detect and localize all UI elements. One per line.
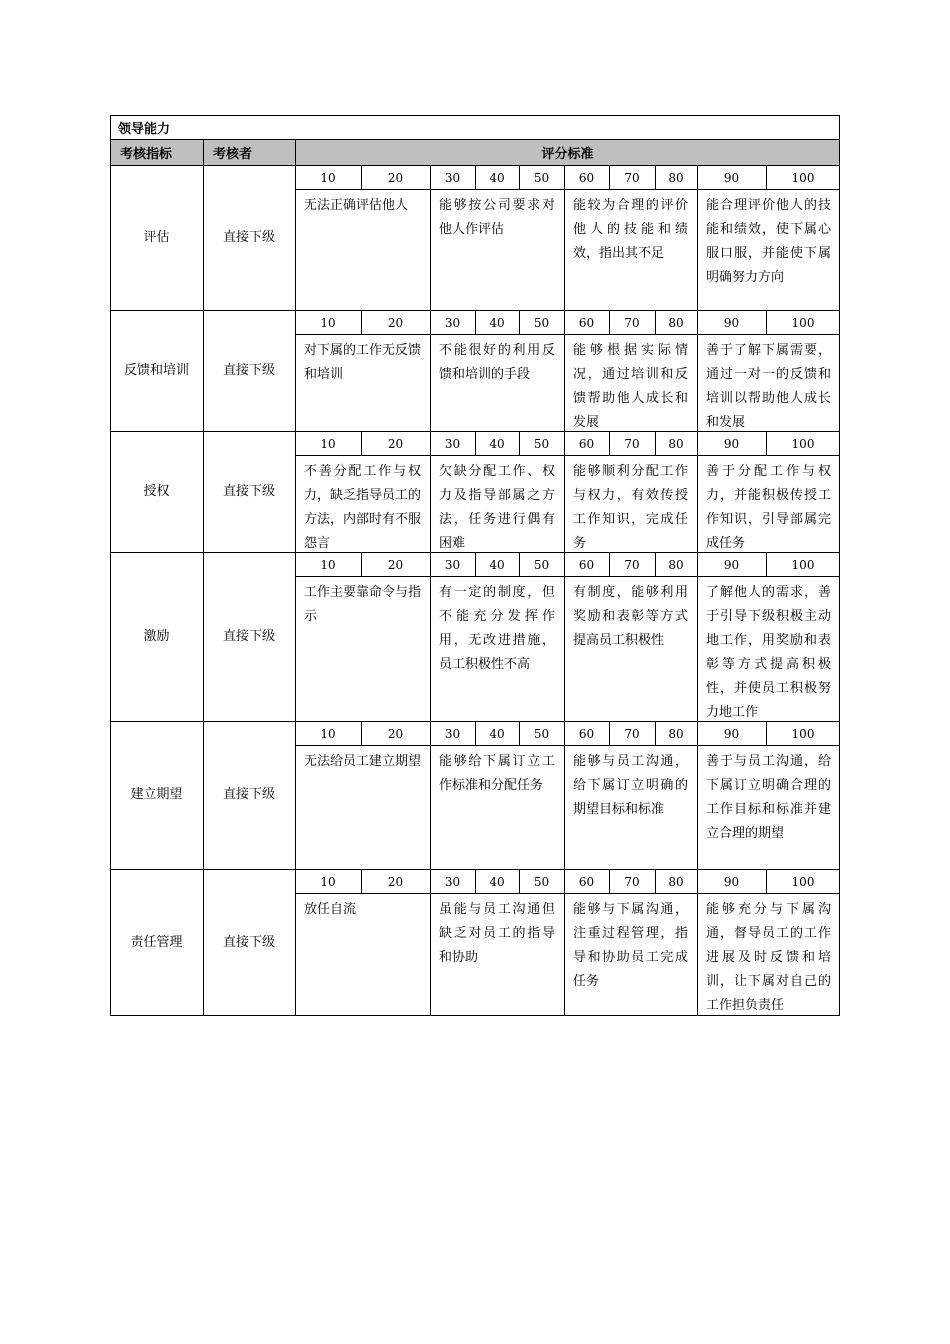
score-label: 40	[489, 171, 505, 185]
score-label: 80	[668, 875, 684, 889]
score-strip-line	[295, 893, 840, 894]
score-strip-line	[295, 455, 840, 456]
score-label: 20	[387, 171, 404, 185]
score-label: 50	[533, 558, 550, 572]
assessor-name: 直接下级	[222, 787, 275, 802]
level-description: 对下属的工作无反馈和培训	[304, 343, 421, 382]
score-label: 60	[578, 437, 595, 451]
score-label: 50	[533, 171, 550, 185]
score-label: 30	[444, 437, 461, 451]
assessor-name: 直接下级	[222, 483, 275, 499]
score-label: 70	[624, 558, 640, 572]
level-description: 能够根据实际情况，通过培训和反馈帮助他人成长和发展	[573, 343, 688, 429]
header-assessor: 考核者	[213, 147, 253, 162]
indicator-name: 授权	[143, 483, 170, 499]
score-label: 40	[489, 437, 505, 451]
score-label: 10	[320, 316, 336, 330]
score-label: 60	[578, 558, 595, 572]
table-border-left	[110, 115, 111, 1016]
score-label: 50	[533, 437, 550, 451]
score-label: 20	[387, 727, 404, 741]
score-label: 70	[624, 727, 640, 741]
level-description: 无法正确评估他人	[304, 198, 409, 213]
indicator-name: 评估	[143, 229, 170, 245]
level-band-divider	[697, 552, 698, 721]
score-label: 10	[320, 437, 336, 451]
level-description: 无法给员工建立期望	[304, 754, 421, 769]
score-label: 70	[624, 316, 640, 330]
score-label: 50	[533, 316, 550, 330]
assessor-name: 直接下级	[222, 628, 275, 644]
score-strip-line	[295, 334, 840, 335]
score-label: 100	[791, 727, 815, 741]
score-label: 100	[791, 875, 815, 889]
score-label: 60	[578, 316, 595, 330]
indicator-name: 建立期望	[130, 787, 183, 802]
level-description: 放任自流	[304, 902, 357, 917]
assessor-name: 直接下级	[222, 229, 275, 245]
score-label: 90	[723, 875, 740, 889]
score-label: 30	[444, 875, 461, 889]
header-top-line	[110, 139, 840, 140]
level-band-divider	[430, 552, 431, 721]
leadership-assessment-table	[110, 115, 840, 1016]
score-label: 10	[320, 875, 336, 889]
score-label: 20	[387, 558, 404, 572]
score-label: 70	[624, 875, 640, 889]
indicator-name: 激励	[143, 628, 170, 644]
indicator-name: 责任管理	[130, 934, 183, 950]
level-description: 能够与下属沟通，注重过程管理，指导和协助员工完成任务	[573, 902, 688, 989]
score-label: 30	[444, 558, 461, 572]
score-label: 10	[320, 558, 336, 572]
score-label: 80	[668, 558, 684, 572]
score-label: 80	[668, 727, 684, 741]
score-label: 20	[387, 437, 404, 451]
level-description: 了解他人的需求，善于引导下级积极主动地工作，用奖励和表彰等方式提高积极性，并使员工积极努力地工作	[706, 585, 831, 719]
level-description: 欠缺分配工作、权力及指导部属之方法，任务进行偶有困难	[439, 464, 555, 550]
level-description: 虽能与员工沟通但缺乏对员工的指导和协助	[439, 902, 555, 965]
level-description: 能合理评价他人的技能和绩效，使下属心服口服，并能使下属明确努力方向	[706, 198, 831, 285]
assessor-name: 直接下级	[222, 934, 275, 950]
score-label: 40	[489, 316, 505, 330]
column-divider-indicator	[203, 139, 204, 1016]
score-label: 50	[533, 727, 550, 741]
score-label: 20	[387, 875, 404, 889]
table-border-bottom	[110, 1015, 840, 1016]
indicator-name: 反馈和培训	[123, 362, 189, 378]
score-label: 70	[624, 437, 640, 451]
score-strip-line	[295, 745, 840, 746]
level-description: 善于了解下属需要，通过一对一的反馈和培训以帮助他人成长和发展	[706, 343, 831, 429]
level-description: 能够给下属订立工作标准和分配任务	[439, 754, 555, 793]
score-label: 90	[723, 558, 740, 572]
header-indicator: 考核指标	[120, 147, 173, 162]
score-label: 100	[791, 171, 815, 185]
score-label: 10	[320, 727, 336, 741]
score-strip-line	[295, 189, 840, 190]
level-description: 能较为合理的评价他人的技能和绩效，指出其不足	[573, 198, 688, 261]
score-label: 30	[444, 316, 461, 330]
score-label: 70	[624, 171, 640, 185]
section-title: 领导能力	[118, 122, 171, 137]
level-description: 善于分配工作与权力，并能积极传授工作知识，引导部属完成任务	[706, 464, 831, 550]
level-description: 有制度，能够利用奖励和表彰等方式提高员工积极性	[573, 585, 688, 648]
score-label: 100	[791, 437, 815, 451]
score-label: 40	[489, 727, 505, 741]
score-label: 60	[578, 875, 595, 889]
score-label: 80	[668, 171, 684, 185]
level-description: 善于与员工沟通，给下属订立明确合理的工作目标和标准并建立合理的期望	[706, 754, 831, 841]
score-label: 100	[791, 558, 815, 572]
score-label: 50	[533, 875, 550, 889]
score-label: 90	[723, 727, 740, 741]
score-label: 40	[489, 875, 505, 889]
level-description: 不善分配工作与权力，缺乏指导员工的方法，内部时有不服怨言	[304, 464, 421, 550]
level-band-divider	[564, 552, 565, 721]
score-label: 80	[668, 316, 684, 330]
level-description: 有一定的制度，但不能充分发挥作用，无改进措施，员工积极性不高	[439, 585, 555, 672]
score-label: 90	[723, 437, 740, 451]
table-border-top	[110, 115, 840, 116]
level-description: 工作主要靠命令与指示	[304, 585, 421, 624]
level-description: 能够与员工沟通，给下属订立明确的期望目标和标准	[573, 754, 688, 817]
score-label: 60	[578, 727, 595, 741]
assessor-name: 直接下级	[222, 362, 275, 378]
score-strip-line	[295, 576, 840, 577]
level-description: 能够充分与下属沟通，督导员工的工作进展及时反馈和培训，让下属对自己的工作担负责任	[706, 902, 831, 1013]
level-description: 能够按公司要求对他人作评估	[439, 198, 555, 237]
level-description: 不能很好的利用反馈和培训的手段	[439, 343, 555, 382]
header-criteria: 评分标准	[541, 147, 594, 162]
level-description: 能够顺利分配工作与权力，有效传授工作知识，完成任务	[573, 464, 688, 550]
score-label: 30	[444, 727, 461, 741]
score-label: 20	[387, 316, 404, 330]
score-label: 60	[578, 171, 595, 185]
score-label: 30	[444, 171, 461, 185]
score-label: 90	[723, 171, 740, 185]
score-label: 90	[723, 316, 740, 330]
score-label: 100	[791, 316, 815, 330]
score-label: 10	[320, 171, 336, 185]
score-label: 80	[668, 437, 684, 451]
score-label: 40	[489, 558, 505, 572]
